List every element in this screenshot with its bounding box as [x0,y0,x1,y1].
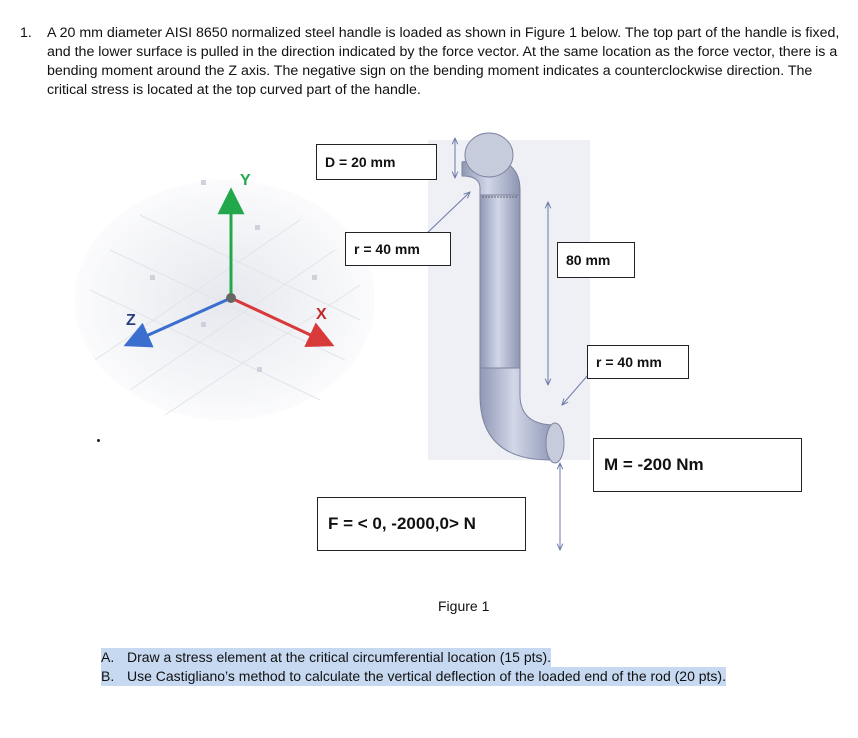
y-axis-label: Y [240,172,251,189]
top-radius-label: r = 40 mm [345,232,451,266]
question-a [101,648,726,667]
diameter-label: D = 20 mm [316,144,437,180]
question-letter: A. [101,648,127,667]
question-text: Use Castigliano’s method to calculate the vertical deflection of the loaded end of the rod (20 pts). [127,668,726,684]
question-text: Draw a stress element at the critical circumferential location (15 pts). [127,649,552,665]
z-axis-label: Z [126,312,136,329]
x-axis-label: X [316,306,327,323]
force-label: F = < 0, -2000,0> N [317,497,526,551]
stray-dot [97,439,100,442]
length-label: 80 mm [557,242,635,278]
moment-label: M = -200 Nm [593,438,802,492]
question-b [101,667,726,686]
question-letter: B. [101,667,127,686]
origin-point [226,293,236,303]
problem-text: A 20 mm diameter AISI 8650 normalized steel handle is loaded as shown in Figure 1 below. The top part of the handle is fixed, and the lower surface is pulled in the direction indicated by the force vector. At the same location as the force vector, there is a bending moment around the Z axis. The negative sign on the bending moment indicates a counterclockwise direction. The critical stress is located at the top curved part of the handle. [47,25,840,98]
figure-caption: Figure 1 [438,598,490,614]
problem-number: 1. [20,25,32,41]
question-list [101,648,726,686]
bottom-radius-label: r = 40 mm [587,345,689,379]
